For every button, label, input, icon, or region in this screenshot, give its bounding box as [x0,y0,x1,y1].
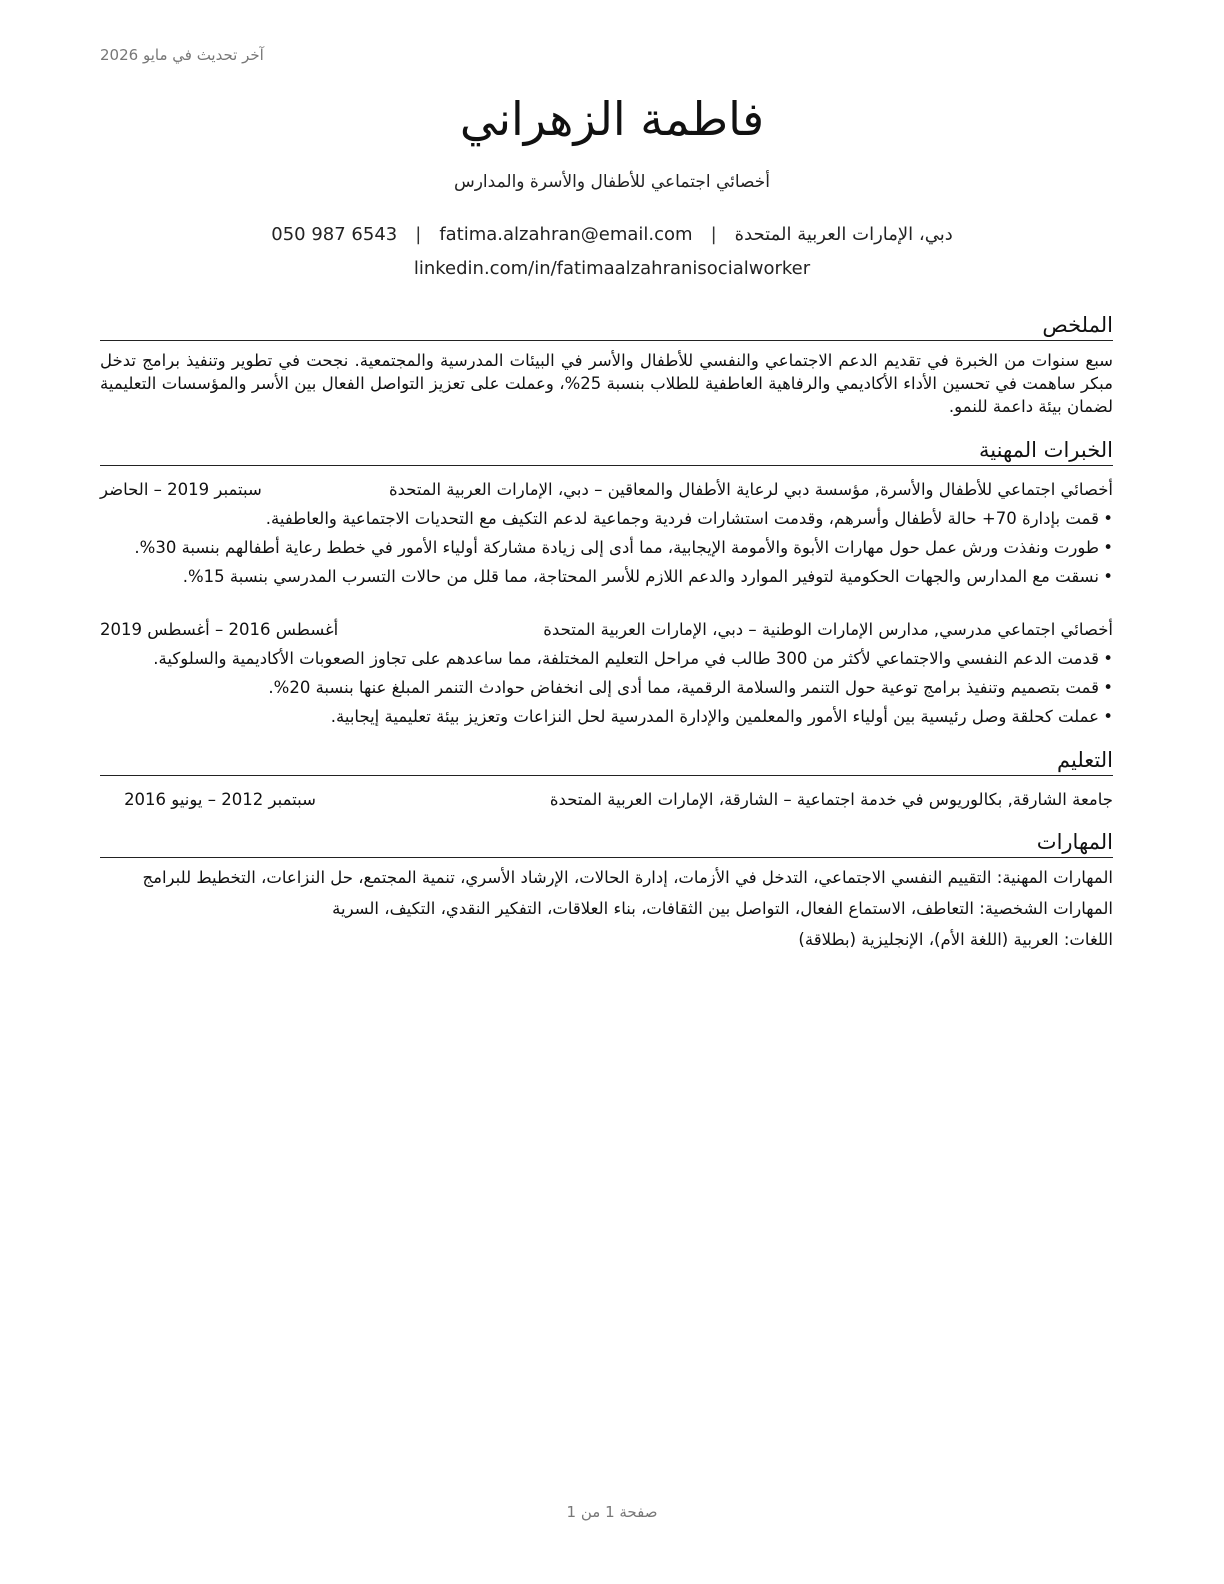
section-title-education: التعليم [100,747,1113,776]
job-bullets [100,647,1113,728]
professional-title: أخصائي اجتماعي للأطفال والأسرة والمدارس [453,172,771,192]
candidate-name: فاطمة الزهراني [459,92,765,146]
job-bullet: • طورت ونفذت ورش عمل حول مهارات الأبوة والأمومة الإيجابية، مما أدى إلى زيادة مشاركة أولياء الأمور في خطط رعاية أطفالهم بنسبة 30%. [100,536,1113,559]
professional-skills: المهارات المهنية: التقييم النفسي الاجتماعي، التدخل في الأزمات، إدارة الحالات، الإرشاد الأسري، تنمية المجتمع، حل النزاعات، التخطيط للبرامج [142,868,1113,888]
education-degree: جامعة الشارقة, بكالوريوس في خدمة اجتماعية – الشارقة، الإمارات العربية المتحدة [549,789,1113,809]
skills-section [100,829,1113,952]
email-link[interactable]: fatima.alzahran@email.com [439,224,693,245]
summary-section [100,312,1113,419]
job-bullet: • قمت بإدارة 70+ حالة لأطفال وأسرهم، وقدمت استشارات فردية وجماعية لدعم التكيف مع التحديات الاجتماعية والعاطفية. [100,507,1113,530]
job-bullet: • عملت كحلقة وصل رئيسية بين أولياء الأمور والمعلمين والإدارة المدرسية لحل النزاعات وتعزيز بيئة تعليمية إيجابية. [100,705,1113,728]
job-bullet: • قدمت الدعم النفسي والاجتماعي لأكثر من 300 طالب في مراحل التعليم المختلفة، مما ساعدهم على تجاوز الصعوبات الأكاديمية والسلوكية. [100,647,1113,670]
job-role: أخصائي اجتماعي مدرسي, مدارس الإمارات الوطنية – دبي، الإمارات العربية المتحدة [543,620,1113,640]
education-dates: سبتمبر 2012 – يونيو 2016 [124,789,316,809]
contact-separator: | [710,224,717,245]
job-entry [100,478,1113,588]
section-title-experience: الخبرات المهنية [100,437,1113,466]
education-section [100,747,1113,811]
job-bullet: • قمت بتصميم وتنفيذ برامج توعية حول التنمر والسلامة الرقمية، مما أدى إلى انخفاض حوادث التنمر المبلغ عنها بنسبة 20%. [100,676,1113,699]
section-title-summary: الملخص [100,312,1113,341]
personal-skills: المهارات الشخصية: التعاطف، الاستماع الفعال، التواصل بين الثقافات، بناء العلاقات، التفكير النقدي، التكيف، السرية [332,899,1113,919]
job-header [100,618,1113,641]
resume-content [100,312,1113,951]
job-dates: سبتمبر 2019 – الحاضر [100,479,262,499]
job-entry [100,618,1113,728]
location-text: دبي، الإمارات العربية المتحدة [734,224,953,245]
last-updated-note: آخر تحديث في مايو 2026 [100,46,264,64]
job-header [100,478,1113,501]
contact-line [0,224,1224,245]
job-role: أخصائي اجتماعي للأطفال والأسرة, مؤسسة دبي لرعاية الأطفال والمعاقين – دبي، الإمارات العربية المتحدة [388,479,1113,499]
linkedin-link[interactable]: linkedin.com/in/fatimaalzahranisocialworker [413,258,811,279]
phone-number: 050 987 6543 [271,224,398,245]
job-dates: أغسطس 2016 – أغسطس 2019 [100,620,339,640]
contact-separator: | [415,224,422,245]
experience-section [100,437,1113,729]
education-entry [100,788,1113,811]
page-number: صفحة 1 من 1 [566,1503,658,1521]
job-bullet: • نسقت مع المدارس والجهات الحكومية لتوفير الموارد والدعم اللازم للأسر المحتاجة، مما قلل من حالات التسرب المدرسي بنسبة 15%. [100,565,1113,588]
languages: اللغات: العربية (اللغة الأم)، الإنجليزية (بطلاقة) [798,930,1113,950]
summary-text: سبع سنوات من الخبرة في تقديم الدعم الاجتماعي والنفسي للأطفال والأسر في البيئات المدرسية والمجتمعية. نجحت في تطوير وتنفيذ برامج تدخل مبكر ساهمت في تحسين الأداء الأكاديمي والرفاهية العاطفية للطلاب بنسبة 25%، وعملت على تعزيز التواصل الفعال بين الأسر والمؤسسات التعليمية لضمان بيئة داعمة للنمو. [100,351,1113,417]
section-title-skills: المهارات [100,829,1113,858]
job-bullets [100,507,1113,588]
